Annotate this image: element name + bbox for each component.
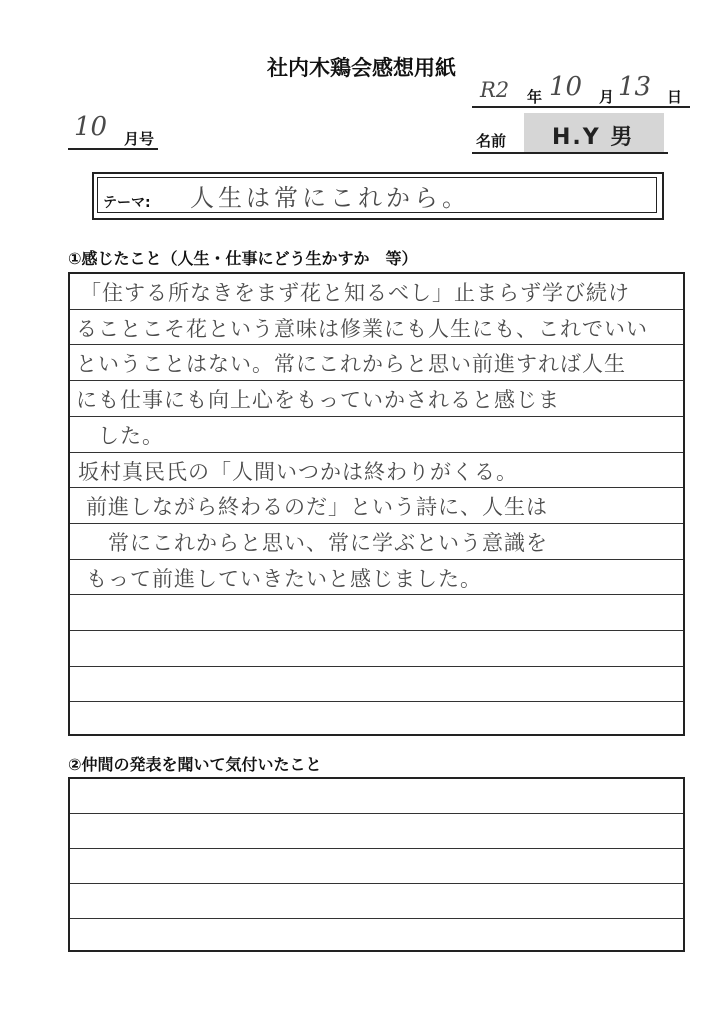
section1-title: ①感じたこと（人生・仕事にどう生かすか 等） [68,249,418,268]
ruled-line [70,309,683,310]
name-underline [472,152,668,154]
ruled-line [70,380,683,381]
ruled-line [70,487,683,488]
ruled-line [70,594,683,595]
handwritten-line: 坂村真民氏の「人間いつかは終わりがくる。 [78,459,518,484]
handwritten-line: ることこそ花という意味は修業にも人生にも、これでいい [76,316,648,341]
date-month-unit: 月 [599,88,615,106]
date-underline [472,106,690,108]
ruled-line [70,630,683,631]
ruled-line [70,344,683,345]
handwritten-line: もって前進していきたいと感じました。 [86,566,482,591]
handwritten-line: した。 [98,423,164,448]
name-label: 名前 [476,132,507,150]
ruled-line [70,701,683,702]
date-month: 10 [549,72,583,102]
handwritten-line: にも仕事にも向上心をもっていかされると感じま [76,388,560,413]
date-year-unit: 年 [527,88,543,106]
handwritten-line: 常にこれからと思い、常に学ぶという意識を [108,530,548,555]
date-era-year: R2 [480,78,510,102]
handwritten-line: 前進しながら終わるのだ」という詩に、人生は [86,495,548,520]
ruled-line [70,918,683,919]
ruled-line [70,559,683,560]
date-day: 13 [618,72,652,102]
issue-value: 10 [74,112,108,142]
ruled-line [70,666,683,667]
ruled-line [70,416,683,417]
issue-unit: 月号 [124,130,155,148]
date-day-unit: 日 [667,88,683,106]
section2-title: ②仲間の発表を聞いて気付いたこと [68,755,322,774]
section2-ruled-area [68,777,685,952]
handwritten-line: 「住する所なきをまず花と知るべし」止まらず学び続け [80,281,630,305]
ruled-line [70,523,683,524]
ruled-line [70,848,683,849]
theme-label: テーマ: [103,195,151,211]
name-value: H.Y 男 [552,125,635,150]
theme-value: 人生は常にこれから。 [190,184,470,212]
ruled-line [70,883,683,884]
document-title: 社内木鶏会感想用紙 [267,56,456,80]
issue-underline [68,148,158,150]
handwritten-line: ということはない。常にこれからと思い前進すれば人生 [76,352,626,377]
ruled-line [70,452,683,453]
ruled-line [70,813,683,814]
